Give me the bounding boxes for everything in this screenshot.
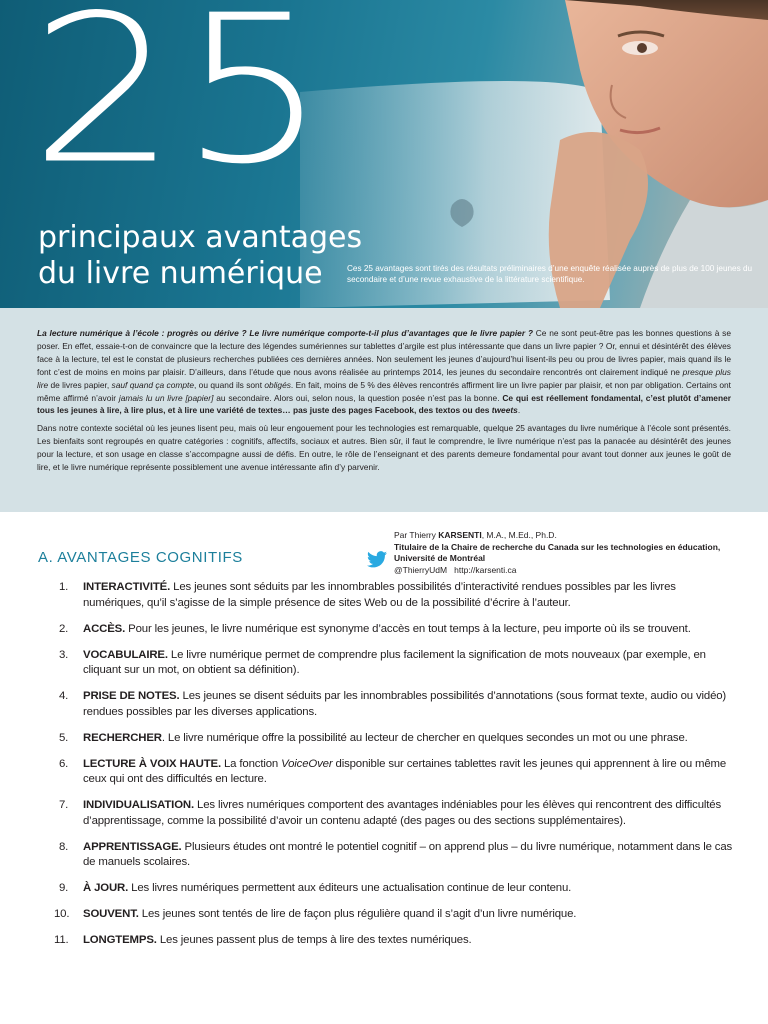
intro-text: de livres papier, xyxy=(48,379,112,390)
author-degrees: , M.A., M.Ed., Ph.D. xyxy=(481,530,557,540)
item-keyword: LECTURE À VOIX HAUTE. xyxy=(83,757,221,770)
hero-title xyxy=(38,220,362,292)
list-item xyxy=(46,798,736,829)
intro-strong-text: Ce qui est réellement fondamental, c’est plutôt d’amener tous les jeunes à lire, à lire plus, et à lire une variété de textes… pas juste des pages Facebook, des textos ou des xyxy=(37,392,731,416)
hero-note: Ces 25 avantages sont tirés des résultats préliminaires d’une enquête réalisée auprès de plus de 100 jeunes du secondaire et d’une revue exhaustive de la littérature scientifique. xyxy=(347,264,753,284)
author-website-link[interactable]: http://karsenti.ca xyxy=(454,564,517,575)
intro-paragraph-2: Dans notre contexte sociétal où les jeunes lisent peu, mais où leur engouement pour les technologies est remarquable, quelque 25 avantages du livre numérique à l’école sont présentés. Les bienfaits sont regroupés en quatre catégories : cognitifs, affectifs, sociaux et autres. Bien sûr, il faut le comprendre, le livre numérique n’est pas la panacée au désintérêt des jeunes pour la lecture, et son usage en classe s’accompagne aussi de défis. En outre, le rôle de l’enseignant et des parents demeure fondamental pour avant tout donner aux jeunes le goût de lire, et le livre numérique représente possiblement une avenue intéressante afin d’y parvenir. xyxy=(37,423,731,473)
list-item xyxy=(46,689,736,720)
item-text: La fonction xyxy=(220,757,282,770)
item-number: 2. xyxy=(59,622,69,635)
list-item xyxy=(46,622,736,638)
item-text: Les livres numériques comportent des avantages indéniables pour les élèves qui rencontrent des difficultés d’apprentissage, comme la possibilité d’avoir un contenu adapté (des pages ou des sections supplémentaires). xyxy=(83,799,722,827)
author-institution: Titulaire de la Chaire de recherche du Canada sur les technologies en éducation, Université de Montréal xyxy=(394,541,721,563)
list-item xyxy=(46,757,736,788)
item-number: 7. xyxy=(59,799,69,811)
item-number: 8. xyxy=(59,840,69,853)
author-name: KARSENTI xyxy=(438,530,482,540)
item-number: 10. xyxy=(54,908,70,920)
item-italic: VoiceOver xyxy=(281,757,333,770)
item-number: 11. xyxy=(54,934,69,946)
hero-title-line1: principaux avantages xyxy=(38,220,363,255)
intro-emphasis: obligés xyxy=(264,379,291,390)
item-text: Les jeunes sont séduits par les innombrables possibilités d’interactivité rendues possibles par les livres numériques, qu’il s’agisse de la simple présence de sites Web ou de la possibilité d’écrire à l’auteur. xyxy=(83,581,676,609)
twitter-icon xyxy=(367,551,387,568)
intro-box xyxy=(0,308,768,512)
item-keyword: À JOUR. xyxy=(83,882,129,894)
list-item xyxy=(46,648,736,679)
item-text: Plusieurs études ont montré le potentiel cognitif – on apprend plus – du livre numérique, notamment dans le cas de manuels scolaires. xyxy=(83,840,733,868)
item-text: Pour les jeunes, le livre numérique est synonyme d’accès en tout temps à la lecture, peu importe où ils se trouvent. xyxy=(125,622,691,635)
intro-emphasis: jamais lu un livre [papier] xyxy=(118,392,214,403)
item-number: 1. xyxy=(59,581,69,593)
hero-banner xyxy=(0,0,768,308)
item-keyword: ACCÈS. xyxy=(83,622,126,635)
list-item xyxy=(46,881,736,897)
item-number: 5. xyxy=(59,731,69,744)
advantages-list xyxy=(46,580,736,959)
list-item xyxy=(46,840,736,871)
intro-text: , ou quand ils sont xyxy=(194,379,265,390)
hero-title-line2: du livre numérique xyxy=(38,256,323,291)
item-text: Les livres numériques permettent aux éditeurs une actualisation continue de leur contenu. xyxy=(128,882,572,894)
item-text: Les jeunes passent plus de temps à lire des textes numériques. xyxy=(156,934,472,946)
item-keyword: INDIVIDUALISATION. xyxy=(83,799,194,811)
byline xyxy=(394,530,754,576)
twitter-handle[interactable]: @ThierryUdM xyxy=(394,564,448,575)
byline-prefix: Par Thierry xyxy=(394,530,439,540)
item-keyword: APPRENTISSAGE. xyxy=(83,840,182,853)
item-keyword: RECHERCHER xyxy=(83,731,162,744)
intro-text: au secondaire. Alors oui, selon nous, la question posée n’est pas la bonne. xyxy=(213,392,503,403)
item-text: Les jeunes sont tentés de lire de façon plus régulière quand il s’agit d’un livre numérique. xyxy=(138,908,577,920)
item-keyword: VOCABULAIRE. xyxy=(83,648,168,661)
intro-emphasis: sauf quand ça compte xyxy=(111,379,194,390)
item-text: Le livre numérique permet de comprendre plus facilement la signification de mots nouveaux (par exemple, en cliquant sur un mot, on obtient sa définition). xyxy=(83,648,706,676)
intro-lead: La lecture numérique à l’école : progrès ou dérive ? Le livre numérique comporte-t-il plus d’avantages que le livre papier ? xyxy=(37,328,533,338)
item-keyword: PRISE DE NOTES. xyxy=(83,690,180,702)
intro-text: Ce ne sont peut-être pas les bonnes questions à se poser. En effet, essaie-t-on de convaincre que la lecture des légendes sumériennes sur tablettes d’argile est plus intéressante que dans un livre papier ? Or, ennui et désintérêt des élèves face à la lecture, tel est le constat de plusieurs recherches publiées ces dernières années. Non seulement les jeunes d’aujourd’hui lisent-ils peu ou prou de livres papier, mais quand ils le font c’est de moins en moins par plaisir. D’ailleurs, dans l’étude que nous avons réalisée au printemps 2014, les jeunes du secondaire rencontrés ont clairement indiqué ne xyxy=(37,328,731,377)
item-text: Les jeunes se disent séduits par les innombrables possibilités d’annotations (sous format texte, audio ou vidéo) rendues possibles par les diverses applications. xyxy=(83,690,727,718)
intro-text: . En fait, moins de 5 % des élèves rencontrés affirment lire un livre papier par plaisir, et non par obligation. Certains ont même affirmé n’avoir xyxy=(37,379,731,403)
list-item xyxy=(46,907,736,923)
intro-paragraph-1 xyxy=(37,327,731,417)
item-keyword: LONGTEMPS. xyxy=(83,934,157,946)
item-number: 6. xyxy=(59,757,69,770)
item-number: 4. xyxy=(59,690,69,702)
item-text: . Le livre numérique offre la possibilité au lecteur de chercher en quelques secondes un mot ou une phrase. xyxy=(161,731,688,744)
item-text: disponible sur certaines tablettes ravit les jeunes qui apprennent à lire ou même ceux qui ont des difficultés en lecture. xyxy=(83,757,727,785)
list-item xyxy=(46,580,736,611)
item-number: 9. xyxy=(59,882,69,894)
intro-strong-emphasis: tweets xyxy=(491,405,518,416)
intro-text: . xyxy=(517,405,521,416)
section-title: A. AVANTAGES COGNITIFS xyxy=(38,549,243,566)
hero-number: 25 xyxy=(30,0,330,209)
list-item xyxy=(46,731,736,747)
item-number: 3. xyxy=(59,648,69,661)
item-keyword: INTERACTIVITÉ. xyxy=(83,581,171,593)
item-keyword: SOUVENT. xyxy=(83,908,139,920)
intro-emphasis: presque plus lire xyxy=(37,366,731,390)
list-item xyxy=(46,933,736,949)
